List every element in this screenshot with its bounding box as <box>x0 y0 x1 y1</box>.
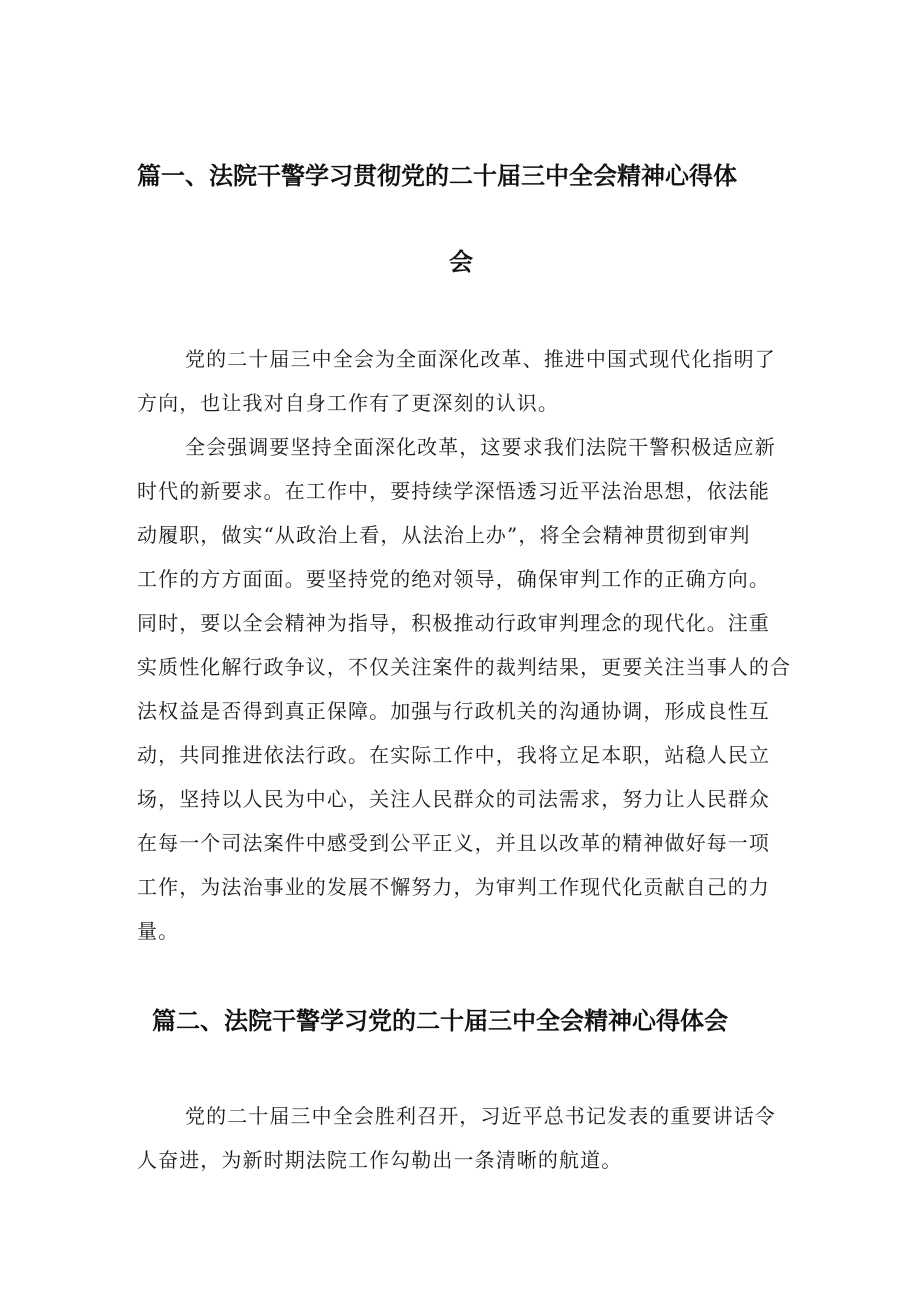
paragraph-line: 量。 <box>137 919 180 943</box>
section1-paragraph1 <box>137 337 776 425</box>
paragraph-line: 人奋进，为新时期法院工作勾勒出一条清晰的航道。 <box>137 1148 623 1172</box>
paragraph-line: 党的二十届三中全会为全面深化改革、推进中国式现代化指明了 <box>185 347 776 371</box>
section1-title-line1: 篇一、法院干警学习贯彻党的二十届三中全会精神心得体 <box>137 162 737 190</box>
paragraph-line: 在每一个司法案件中感受到公平正义，并且以改革的精神做好每一项 <box>137 831 770 855</box>
paragraph-line: 同时，要以全会精神为指导，积极推动行政审判理念的现代化。注重 <box>137 611 770 635</box>
paragraph-line: 党的二十届三中全会胜利召开，习近平总书记发表的重要讲话令 <box>185 1104 776 1128</box>
paragraph-line: 全会强调要坚持全面深化改革，这要求我们法院干警积极适应新 <box>185 435 776 459</box>
paragraph-line: 方向，也让我对自身工作有了更深刻的认识。 <box>137 391 559 415</box>
paragraph-line: 时代的新要求。在工作中，要持续学深悟透习近平法治思想，依法能 <box>137 479 770 503</box>
paragraph-line: 工作的方方面面。要坚持党的绝对领导，确保审判工作的正确方向。 <box>137 567 770 591</box>
section1-paragraph2 <box>137 425 791 953</box>
paragraph-line: 场，坚持以人民为中心，关注人民群众的司法需求，努力让人民群众 <box>137 787 770 811</box>
paragraph-line: 实质性化解行政争议，不仅关注案件的裁判结果，更要关注当事人的合 <box>137 655 792 679</box>
section2-title: 篇二、法院干警学习党的二十届三中全会精神心得体会 <box>152 1007 728 1035</box>
section1-title-line2: 会 <box>449 248 473 276</box>
paragraph-line: 动，共同推进依法行政。在实际工作中，我将立足本职，站稳人民立 <box>137 743 770 767</box>
paragraph-line: 工作，为法治事业的发展不懈努力，为审判工作现代化贡献自己的力 <box>137 875 770 899</box>
paragraph-line: 法权益是否得到真正保障。加强与行政机关的沟通协调，形成良性互 <box>137 699 770 723</box>
section2-paragraph1 <box>137 1094 776 1182</box>
paragraph-line: 动履职，做实“从政治上看，从法治上办”，将全会精神贯彻到审判 <box>137 523 751 547</box>
